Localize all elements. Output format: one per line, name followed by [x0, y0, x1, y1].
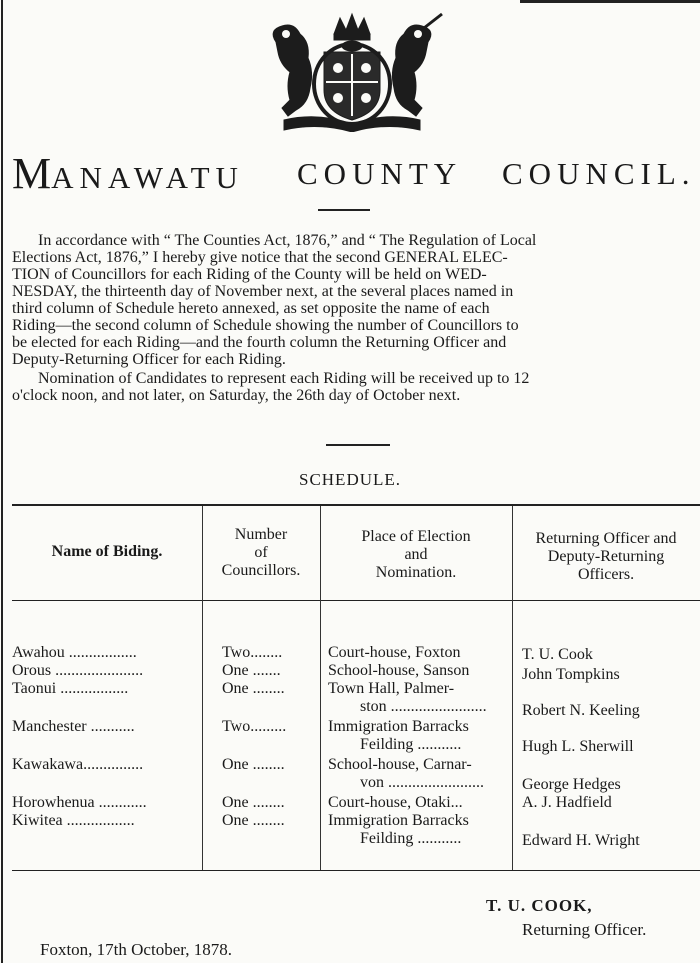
paragraph-line: Elections Act, 1876,” I hereby give notice that the second GENERAL ELEC-: [12, 249, 508, 266]
notice-paragraph-2: [12, 370, 694, 404]
table-bottom-rule: [12, 870, 700, 871]
table-top-rule: [12, 504, 700, 506]
riding-councillors: One .......: [222, 662, 281, 679]
paragraph-line: TION of Councillors for each Riding of the County will be held on WED-: [12, 266, 487, 283]
paragraph-divider: [326, 444, 390, 446]
paragraph-line: In accordance with “ The Counties Act, 1876,” and “ The Regulation of Local: [38, 232, 537, 249]
riding-place: von ........................: [360, 774, 484, 791]
title-word-manawatu: ANAWATU: [51, 160, 244, 195]
riding-name: Kawakawa...............: [12, 756, 144, 773]
paragraph-line: Nomination of Candidates to represent each Riding will be received up to 12: [38, 370, 530, 387]
royal-coat-of-arms-icon: [248, 12, 456, 132]
riding-officer: Hugh L. Sherwill: [522, 738, 634, 755]
header-line: Nomination.: [375, 564, 457, 581]
riding-place: Feilding ...........: [360, 830, 462, 847]
riding-councillors: One ........: [222, 812, 285, 829]
riding-place: Court-house, Otaki...: [328, 794, 463, 811]
riding-place: Immigration Barracks: [328, 812, 469, 829]
header-number-of-councillors: [202, 526, 320, 580]
paragraph-line: be elected for each Riding—and the fourth column the Returning Officer and: [12, 334, 507, 351]
riding-name: Taonui .................: [12, 680, 129, 697]
header-name-of-riding: Name of Biding.: [51, 543, 163, 560]
riding-councillors: Two........: [222, 644, 283, 661]
riding-name: Manchester ...........: [12, 718, 135, 735]
paragraph-line: Deputy-Returning Officer for each Riding.: [12, 351, 286, 368]
riding-officer: Edward H. Wright: [522, 832, 640, 849]
signatory-role: Returning Officer.: [522, 920, 647, 939]
riding-councillors: Two.........: [222, 718, 287, 735]
notice-paragraph-1: [12, 232, 694, 368]
header-line: Returning Officer and: [535, 530, 677, 547]
riding-councillors: One ........: [222, 680, 285, 697]
title-divider: [318, 209, 370, 211]
riding-name: Kiwitea .................: [12, 812, 135, 829]
paragraph-line: third column of Schedule hereto annexed, as set opposite the name of each: [12, 300, 490, 317]
table-header-rule: [12, 600, 700, 601]
riding-councillors: One ........: [222, 794, 285, 811]
dateline: Foxton, 17th October, 1878.: [40, 940, 232, 959]
paragraph-line: NESDAY, the thirteenth day of November next, at the several places named in: [12, 283, 514, 300]
riding-place: ston ........................: [360, 698, 487, 715]
header-line: Place of Election: [361, 528, 471, 545]
header-place-of-election: [320, 528, 512, 582]
title-word-council: COUNCIL.: [502, 156, 696, 191]
title-word-county: COUNTY: [297, 156, 463, 191]
riding-place: School-house, Carnar-: [328, 756, 472, 773]
riding-officer: A. J. Hadfield: [522, 794, 612, 811]
top-border-rule: [520, 0, 700, 3]
header-line: Deputy-Returning: [547, 548, 665, 565]
riding-place: Town Hall, Palmer-: [328, 680, 455, 697]
riding-place: Court-house, Foxton: [328, 644, 461, 661]
header-line: Officers.: [577, 566, 635, 583]
riding-officer: Robert N. Keeling: [522, 702, 640, 719]
schedule-title: SCHEDULE.: [298, 470, 402, 489]
header-line: Councillors.: [221, 562, 301, 579]
signatory-name: T. U. COOK,: [486, 896, 593, 915]
riding-name: Orous ......................: [12, 662, 144, 679]
header-line: Number: [234, 526, 288, 543]
riding-officer: George Hedges: [522, 776, 621, 793]
paragraph-line: o'clock noon, and not later, on Saturday, the 26th day of October next.: [12, 387, 461, 404]
riding-officer: John Tompkins: [522, 666, 620, 683]
header-line: of: [254, 544, 268, 561]
header-returning-officer: [512, 530, 700, 584]
riding-councillors: One ........: [222, 756, 285, 773]
riding-place: School-house, Sanson: [328, 662, 470, 679]
riding-officer: T. U. Cook: [522, 646, 593, 663]
riding-place: Immigration Barracks: [328, 718, 469, 735]
header-line: and: [404, 546, 428, 563]
title-initial: M: [12, 149, 52, 198]
paragraph-line: Riding—the second column of Schedule showing the number of Councillors to: [12, 317, 519, 334]
riding-place: Feilding ...........: [360, 736, 462, 753]
riding-name: Awahou .................: [12, 644, 137, 661]
riding-name: Horowhenua ............: [12, 794, 147, 811]
